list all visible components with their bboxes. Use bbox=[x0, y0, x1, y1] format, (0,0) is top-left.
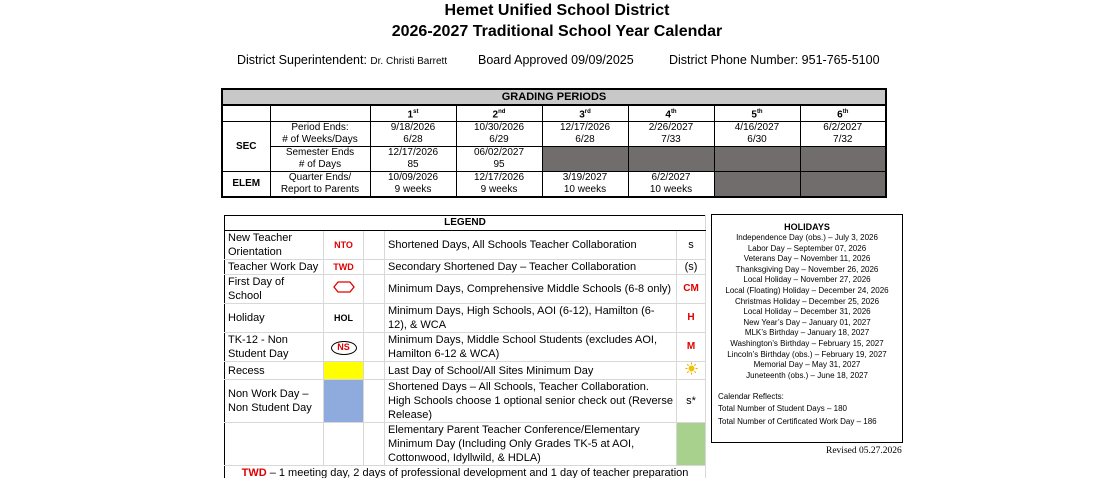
legend-label: New Teacher Orientation bbox=[225, 231, 324, 260]
period-2: 2nd bbox=[456, 105, 542, 122]
calendar-reflects-label: Calendar Reflects: bbox=[718, 392, 784, 402]
superintendent-label: District Superintendent: bbox=[237, 53, 367, 67]
legend-description: Minimum Days, Middle School Students (excludes AOI, Hamilton 6-12 & WCA) bbox=[385, 333, 677, 362]
table-cell: 12/17/2026 9 weeks bbox=[456, 172, 542, 198]
sec-label: SEC bbox=[222, 122, 270, 172]
legend-symbol: CM bbox=[677, 275, 706, 304]
holiday-item: Veterans Day – November 11, 2026 bbox=[743, 254, 871, 264]
sun-icon bbox=[677, 362, 706, 380]
student-days-total: Total Number of Student Days – 180 bbox=[718, 404, 847, 414]
legend-label: Teacher Work Day bbox=[225, 260, 324, 275]
table-cell: 6/2/2027 10 weeks bbox=[628, 172, 714, 198]
shaded-cell bbox=[628, 147, 714, 172]
shaded-cell bbox=[542, 147, 628, 172]
holiday-item: Independence Day (obs.) – July 3, 2026 bbox=[736, 233, 878, 242]
elem-label: ELEM bbox=[222, 172, 270, 198]
holiday-item: New Year’s Day – January 01, 2027 bbox=[743, 317, 871, 327]
legend-code: HOL bbox=[324, 304, 364, 333]
legend-code: NTO bbox=[324, 231, 364, 260]
holiday-item: Thanksgiving Day – November 26, 2026 bbox=[735, 264, 879, 274]
holiday-item: Labor Day – September 07, 2026 bbox=[747, 243, 867, 253]
holiday-item: Christmas Holiday – December 25, 2026 bbox=[734, 296, 880, 306]
work-days-total: Total Number of Certificated Work Day – 186 bbox=[718, 417, 877, 427]
calendar-title: 2026-2027 Traditional School Year Calendar bbox=[391, 23, 723, 40]
conference-color-swatch bbox=[677, 423, 706, 466]
quarter-ends-row bbox=[222, 172, 886, 198]
legend-description: Shortened Days – All Schools, Teacher Collaboration. High Schools choose 1 optional senior check out (Reverse Release) bbox=[385, 380, 677, 423]
holidays-box bbox=[711, 214, 903, 443]
legend-row bbox=[225, 362, 706, 380]
table-cell: 4/16/2027 6/30 bbox=[714, 122, 800, 147]
grading-periods-header: GRADING PERIODS bbox=[222, 89, 886, 105]
legend-label: Holiday bbox=[225, 304, 324, 333]
legend-row bbox=[225, 304, 706, 333]
legend-symbol: M bbox=[677, 333, 706, 362]
holiday-item: Lincoln’s Birthday (obs.) – February 19, 2027 bbox=[727, 349, 887, 359]
legend-footnote: TWD – 1 meeting day, 2 days of professional development and 1 day of teacher preparation bbox=[225, 466, 706, 478]
table-cell: 6/2/2027 7/32 bbox=[800, 122, 886, 147]
holiday-item: Local Holiday – November 27, 2026 bbox=[743, 275, 871, 285]
legend-description: Minimum Days, High Schools, AOI (6-12), Hamilton (6-12), & WCA bbox=[385, 304, 677, 333]
legend-row bbox=[225, 423, 706, 466]
period-ends-label: Period Ends: # of Weeks/Days bbox=[270, 122, 370, 147]
shaded-cell bbox=[714, 172, 800, 198]
holidays-title: HOLIDAYS bbox=[784, 222, 830, 232]
shaded-cell bbox=[800, 147, 886, 172]
revised-date: Revised 05.27.2026 bbox=[826, 446, 902, 456]
legend-description: Elementary Parent Teacher Conference/Elementary Minimum Day (Including Only Grades TK-5 at AOI, Cottonwood, Idyllwild, & HDLA) bbox=[385, 423, 677, 466]
shaded-cell bbox=[714, 147, 800, 172]
period-4: 4th bbox=[628, 105, 714, 122]
holiday-item: Juneteenth (obs.) – June 18, 2027 bbox=[746, 370, 868, 380]
period-6: 6th bbox=[800, 105, 886, 122]
legend-row bbox=[225, 380, 706, 423]
shaded-cell bbox=[800, 172, 886, 198]
recess-color-swatch bbox=[324, 362, 364, 380]
non-student-oval-icon: NS bbox=[331, 341, 357, 355]
legend-row bbox=[225, 260, 706, 275]
legend-description: Last Day of School/All Sites Minimum Day bbox=[385, 362, 677, 380]
superintendent-name: Dr. Christi Barrett bbox=[370, 56, 448, 67]
holiday-item: MLK’s Birthday – January 18, 2027 bbox=[744, 328, 870, 338]
legend-symbol: H bbox=[677, 304, 706, 333]
legend-description: Minimum Days, Comprehensive Middle Schools (6-8 only) bbox=[385, 275, 677, 304]
nonwork-color-swatch bbox=[324, 380, 364, 423]
grading-periods-table bbox=[221, 88, 887, 198]
legend-label: First Day of School bbox=[225, 275, 324, 304]
quarter-ends-label: Quarter Ends/ Report to Parents bbox=[270, 172, 370, 198]
legend-code: TWD bbox=[324, 260, 364, 275]
legend-row bbox=[225, 275, 706, 304]
table-cell: 3/19/2027 10 weeks bbox=[542, 172, 628, 198]
legend-description: Shortened Days, All Schools Teacher Collaboration bbox=[385, 231, 677, 260]
board-approved: Board Approved 09/09/2025 bbox=[478, 53, 634, 67]
legend-symbol: s* bbox=[677, 380, 706, 423]
hexagon-outline-icon bbox=[324, 275, 364, 304]
semester-ends-label: Semester Ends # of Days bbox=[270, 147, 370, 172]
table-cell: 06/02/2027 95 bbox=[456, 147, 542, 172]
table-cell: 12/17/2026 6/28 bbox=[542, 122, 628, 147]
holiday-item: Washington’s Birthday – February 15, 2027 bbox=[730, 338, 884, 348]
district-title: Hemet Unified School District bbox=[444, 2, 670, 19]
table-cell: 2/26/2027 7/33 bbox=[628, 122, 714, 147]
legend-row bbox=[225, 231, 706, 260]
period-3: 3rd bbox=[542, 105, 628, 122]
table-cell: 10/09/2026 9 weeks bbox=[370, 172, 456, 198]
legend-row bbox=[225, 333, 706, 362]
holiday-item: Memorial Day – May 31, 2027 bbox=[753, 360, 861, 370]
period-5: 5th bbox=[714, 105, 800, 122]
legend-symbol: s bbox=[677, 231, 706, 260]
period-1: 1st bbox=[370, 105, 456, 122]
period-ends-row bbox=[222, 122, 886, 147]
holiday-item: Local (Floating) Holiday – December 24, 2026 bbox=[725, 285, 889, 295]
period-number-row bbox=[222, 105, 886, 122]
legend-header: LEGEND bbox=[225, 216, 706, 231]
legend-symbol: (s) bbox=[677, 260, 706, 275]
legend-label bbox=[225, 423, 324, 466]
semester-ends-row bbox=[222, 147, 886, 172]
table-cell: 9/18/2026 6/28 bbox=[370, 122, 456, 147]
superintendent-info bbox=[237, 53, 447, 67]
legend-label: TK-12 - Non Student Day bbox=[225, 333, 324, 362]
holiday-item: Local Holiday – December 31, 2026 bbox=[743, 307, 871, 317]
table-cell: 10/30/2026 6/29 bbox=[456, 122, 542, 147]
district-phone: District Phone Number: 951-765-5100 bbox=[669, 53, 880, 67]
table-cell: 12/17/2026 85 bbox=[370, 147, 456, 172]
legend-label: Non Work Day – Non Student Day bbox=[225, 380, 324, 423]
legend-description: Secondary Shortened Day – Teacher Collaboration bbox=[385, 260, 677, 275]
legend-label: Recess bbox=[225, 362, 324, 380]
legend-table bbox=[224, 215, 706, 478]
